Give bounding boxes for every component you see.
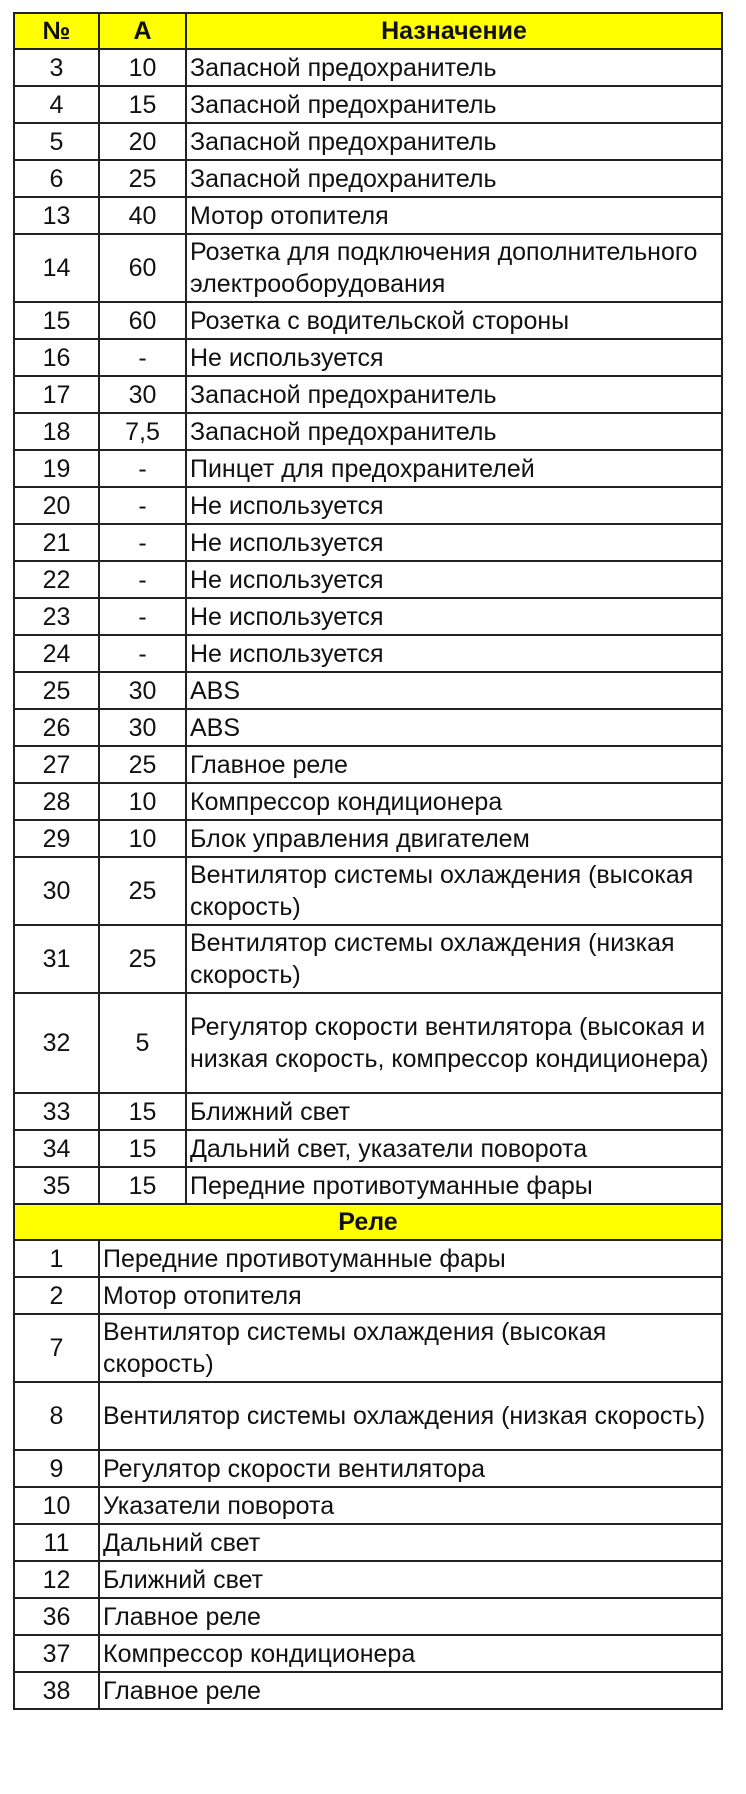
relay-section-header	[14, 1204, 722, 1240]
fuse-amp: 10	[99, 783, 186, 820]
relay-purpose: Указатели поворота	[99, 1487, 722, 1524]
fuse-num: 29	[14, 820, 99, 857]
fuse-amp: 25	[99, 160, 186, 197]
fuse-row	[14, 1093, 722, 1130]
fuse-num: 21	[14, 524, 99, 561]
fuse-amp: 15	[99, 1130, 186, 1167]
fuse-num: 20	[14, 487, 99, 524]
fuse-amp: 25	[99, 746, 186, 783]
fuse-purpose: Вентилятор системы охлаждения (низкая скорость)	[186, 925, 722, 993]
fuse-purpose: Запасной предохранитель	[186, 160, 722, 197]
relay-purpose: Компрессор кондиционера	[99, 1635, 722, 1672]
fuse-row	[14, 376, 722, 413]
fuse-purpose: Блок управления двигателем	[186, 820, 722, 857]
relay-row	[14, 1382, 722, 1450]
fuse-amp: -	[99, 598, 186, 635]
fuse-amp: 60	[99, 234, 186, 302]
relay-num: 8	[14, 1382, 99, 1450]
fuse-row	[14, 709, 722, 746]
fuse-amp: -	[99, 524, 186, 561]
fuse-num: 26	[14, 709, 99, 746]
header-amp: А	[99, 13, 186, 49]
fuse-row	[14, 123, 722, 160]
fuse-purpose: Пинцет для предохранителей	[186, 450, 722, 487]
fuse-row	[14, 302, 722, 339]
fuse-purpose: ABS	[186, 709, 722, 746]
fuse-amp: 15	[99, 86, 186, 123]
fuse-amp: -	[99, 450, 186, 487]
fuse-rows	[14, 49, 722, 1709]
relay-purpose: Мотор отопителя	[99, 1277, 722, 1314]
fuse-num: 33	[14, 1093, 99, 1130]
relay-row	[14, 1277, 722, 1314]
fuse-purpose: Запасной предохранитель	[186, 86, 722, 123]
fuse-num: 23	[14, 598, 99, 635]
fuse-purpose: Не используется	[186, 635, 722, 672]
fuse-purpose: Вентилятор системы охлаждения (высокая скорость)	[186, 857, 722, 925]
fuse-purpose: Не используется	[186, 598, 722, 635]
relay-section-title: Реле	[14, 1204, 722, 1240]
relay-row	[14, 1598, 722, 1635]
relay-purpose: Вентилятор системы охлаждения (низкая скорость)	[99, 1382, 722, 1450]
fuse-purpose: Запасной предохранитель	[186, 123, 722, 160]
fuse-row	[14, 635, 722, 672]
fuse-num: 16	[14, 339, 99, 376]
fuse-num: 3	[14, 49, 99, 86]
fuse-num: 34	[14, 1130, 99, 1167]
relay-row	[14, 1450, 722, 1487]
fuse-row	[14, 1130, 722, 1167]
relay-purpose: Главное реле	[99, 1598, 722, 1635]
fuse-row	[14, 49, 722, 86]
fuse-row	[14, 672, 722, 709]
fuse-num: 15	[14, 302, 99, 339]
fuse-purpose: Запасной предохранитель	[186, 376, 722, 413]
fuse-purpose: ABS	[186, 672, 722, 709]
fuse-amp: 20	[99, 123, 186, 160]
fuse-num: 5	[14, 123, 99, 160]
fuse-amp: 40	[99, 197, 186, 234]
fuse-amp: -	[99, 339, 186, 376]
relay-row	[14, 1561, 722, 1598]
fuse-purpose: Запасной предохранитель	[186, 413, 722, 450]
fuse-row	[14, 561, 722, 598]
fuse-row	[14, 857, 722, 925]
fuse-row	[14, 197, 722, 234]
fuse-amp: 15	[99, 1093, 186, 1130]
fuse-amp: 10	[99, 49, 186, 86]
relay-row	[14, 1672, 722, 1709]
fuse-purpose: Дальний свет, указатели поворота	[186, 1130, 722, 1167]
fuse-num: 32	[14, 993, 99, 1093]
fuse-amp: 10	[99, 820, 186, 857]
fuse-row	[14, 160, 722, 197]
header-purpose: Назначение	[186, 13, 722, 49]
fuse-num: 25	[14, 672, 99, 709]
header-row	[14, 13, 722, 49]
relay-num: 1	[14, 1240, 99, 1277]
fuse-num: 17	[14, 376, 99, 413]
fuse-amp: -	[99, 487, 186, 524]
fuse-num: 35	[14, 1167, 99, 1204]
fuse-purpose: Розетка с водительской стороны	[186, 302, 722, 339]
fuse-row	[14, 86, 722, 123]
fuse-amp: 25	[99, 857, 186, 925]
relay-purpose: Главное реле	[99, 1672, 722, 1709]
fuse-amp: 60	[99, 302, 186, 339]
fuse-amp: -	[99, 561, 186, 598]
fuse-purpose: Регулятор скорости вентилятора (высокая и низкая скорость, компрессор кондиционера)	[186, 993, 722, 1093]
fuse-purpose: Не используется	[186, 339, 722, 376]
fuse-purpose: Не используется	[186, 524, 722, 561]
fuse-row	[14, 413, 722, 450]
relay-row	[14, 1487, 722, 1524]
relay-num: 7	[14, 1314, 99, 1382]
fuse-purpose: Компрессор кондиционера	[186, 783, 722, 820]
relay-num: 2	[14, 1277, 99, 1314]
fuse-row	[14, 783, 722, 820]
fuse-purpose: Передние противотуманные фары	[186, 1167, 722, 1204]
fuse-purpose: Мотор отопителя	[186, 197, 722, 234]
fuse-amp: 25	[99, 925, 186, 993]
relay-purpose: Регулятор скорости вентилятора	[99, 1450, 722, 1487]
fuse-amp: 7,5	[99, 413, 186, 450]
fuse-num: 14	[14, 234, 99, 302]
fuse-row	[14, 820, 722, 857]
fuse-num: 19	[14, 450, 99, 487]
fuse-num: 18	[14, 413, 99, 450]
fuse-amp: 5	[99, 993, 186, 1093]
fuse-num: 28	[14, 783, 99, 820]
relay-purpose: Ближний свет	[99, 1561, 722, 1598]
relay-num: 37	[14, 1635, 99, 1672]
relay-num: 38	[14, 1672, 99, 1709]
fuse-amp: 30	[99, 709, 186, 746]
fuse-num: 4	[14, 86, 99, 123]
header-num: №	[14, 13, 99, 49]
fuse-num: 31	[14, 925, 99, 993]
relay-num: 11	[14, 1524, 99, 1561]
fuse-row	[14, 487, 722, 524]
fuse-row	[14, 746, 722, 783]
fuse-num: 6	[14, 160, 99, 197]
fuse-purpose: Не используется	[186, 487, 722, 524]
fuse-row	[14, 234, 722, 302]
fuse-row	[14, 339, 722, 376]
fuse-amp: -	[99, 635, 186, 672]
fuse-num: 27	[14, 746, 99, 783]
fuse-row	[14, 1167, 722, 1204]
fuse-purpose: Запасной предохранитель	[186, 49, 722, 86]
fuse-purpose: Не используется	[186, 561, 722, 598]
fuse-row	[14, 524, 722, 561]
relay-num: 12	[14, 1561, 99, 1598]
fuse-row	[14, 450, 722, 487]
fuse-num: 24	[14, 635, 99, 672]
fuse-purpose: Розетка для подключения дополнительного электрооборудования	[186, 234, 722, 302]
relay-purpose: Передние противотуманные фары	[99, 1240, 722, 1277]
fuse-purpose: Главное реле	[186, 746, 722, 783]
fuse-row	[14, 925, 722, 993]
relay-num: 10	[14, 1487, 99, 1524]
relay-row	[14, 1524, 722, 1561]
relay-row	[14, 1635, 722, 1672]
fuse-num: 30	[14, 857, 99, 925]
relay-num: 36	[14, 1598, 99, 1635]
fuse-amp: 30	[99, 376, 186, 413]
fuse-row	[14, 598, 722, 635]
relay-num: 9	[14, 1450, 99, 1487]
fuse-row	[14, 993, 722, 1093]
fuse-num: 22	[14, 561, 99, 598]
relay-row	[14, 1240, 722, 1277]
fuse-amp: 15	[99, 1167, 186, 1204]
relay-row	[14, 1314, 722, 1382]
relay-purpose: Вентилятор системы охлаждения (высокая скорость)	[99, 1314, 722, 1382]
fuse-amp: 30	[99, 672, 186, 709]
fuse-num: 13	[14, 197, 99, 234]
relay-purpose: Дальний свет	[99, 1524, 722, 1561]
fuse-table	[13, 12, 723, 1710]
fuse-purpose: Ближний свет	[186, 1093, 722, 1130]
